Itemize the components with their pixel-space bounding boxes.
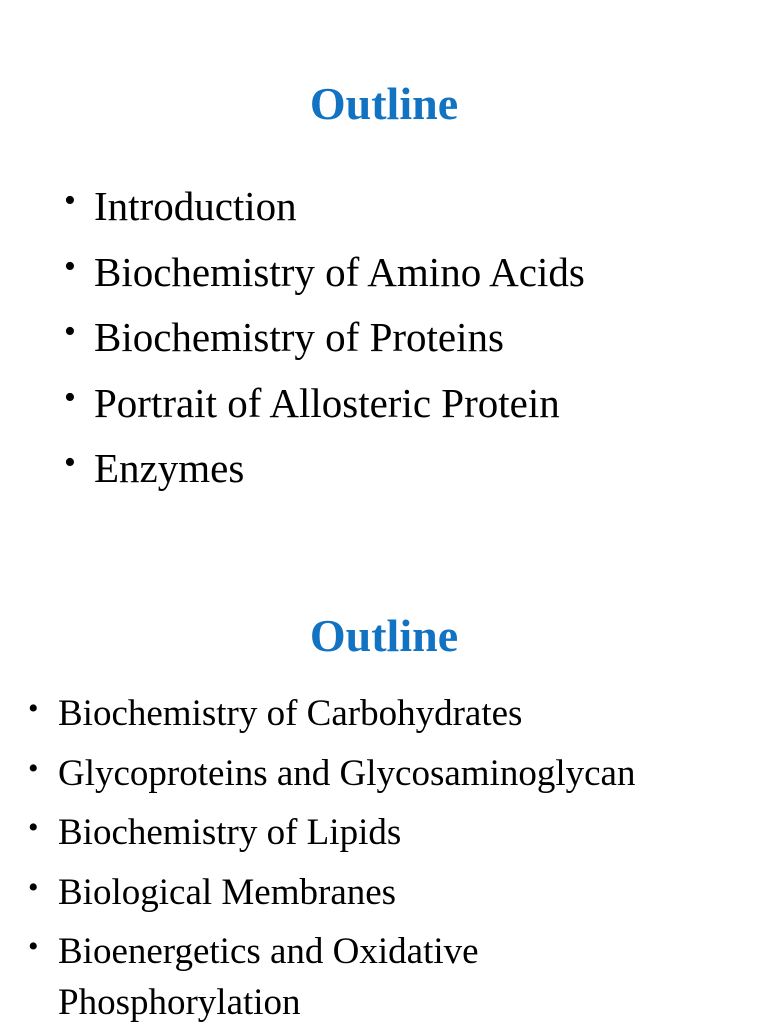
slide-2-title: Outline xyxy=(309,610,459,661)
list-item xyxy=(28,744,758,804)
list-item xyxy=(28,926,578,1024)
bullet-icon: • xyxy=(64,182,76,219)
list-item-text: Biochemistry of Proteins xyxy=(94,314,504,360)
bullet-icon: • xyxy=(64,247,76,285)
list-item xyxy=(64,436,585,502)
list-item-text: Enzymes xyxy=(94,445,245,491)
list-item-text: Introduction xyxy=(94,183,297,229)
list-item xyxy=(64,240,585,306)
slide-2 xyxy=(0,512,768,1024)
list-item-text: Biological Membranes xyxy=(58,871,397,913)
bullet-icon: • xyxy=(28,692,39,725)
list-item xyxy=(28,863,758,923)
bullet-icon: • xyxy=(64,444,76,481)
list-item-text: Portrait of Allosteric Protein xyxy=(94,379,560,426)
list-item xyxy=(28,684,758,744)
list-item-text: Biochemistry of Amino Acids xyxy=(94,248,585,295)
bullet-icon: • xyxy=(28,870,39,904)
list-item xyxy=(64,305,585,371)
list-item xyxy=(64,371,585,437)
list-item xyxy=(64,174,585,240)
list-item-text: Biochemistry of Lipids xyxy=(58,812,402,853)
bullet-icon: • xyxy=(28,811,39,844)
list-item-text: Glycoproteins and Glycosaminoglycan xyxy=(58,752,636,794)
bullet-icon: • xyxy=(64,313,76,350)
list-item xyxy=(28,803,758,863)
slide-1-title: Outline xyxy=(309,78,459,129)
bullet-icon: • xyxy=(64,378,76,416)
list-item-text: Biochemistry of Carbohydrates xyxy=(58,693,523,734)
bullet-icon: • xyxy=(28,930,39,963)
slide-2-bullet-list xyxy=(28,684,758,1024)
list-item-text: Bioenergetics and Oxidative Phosphorylation xyxy=(58,931,479,1023)
slide-1-bullet-list xyxy=(64,174,585,502)
bullet-icon: • xyxy=(28,751,39,785)
